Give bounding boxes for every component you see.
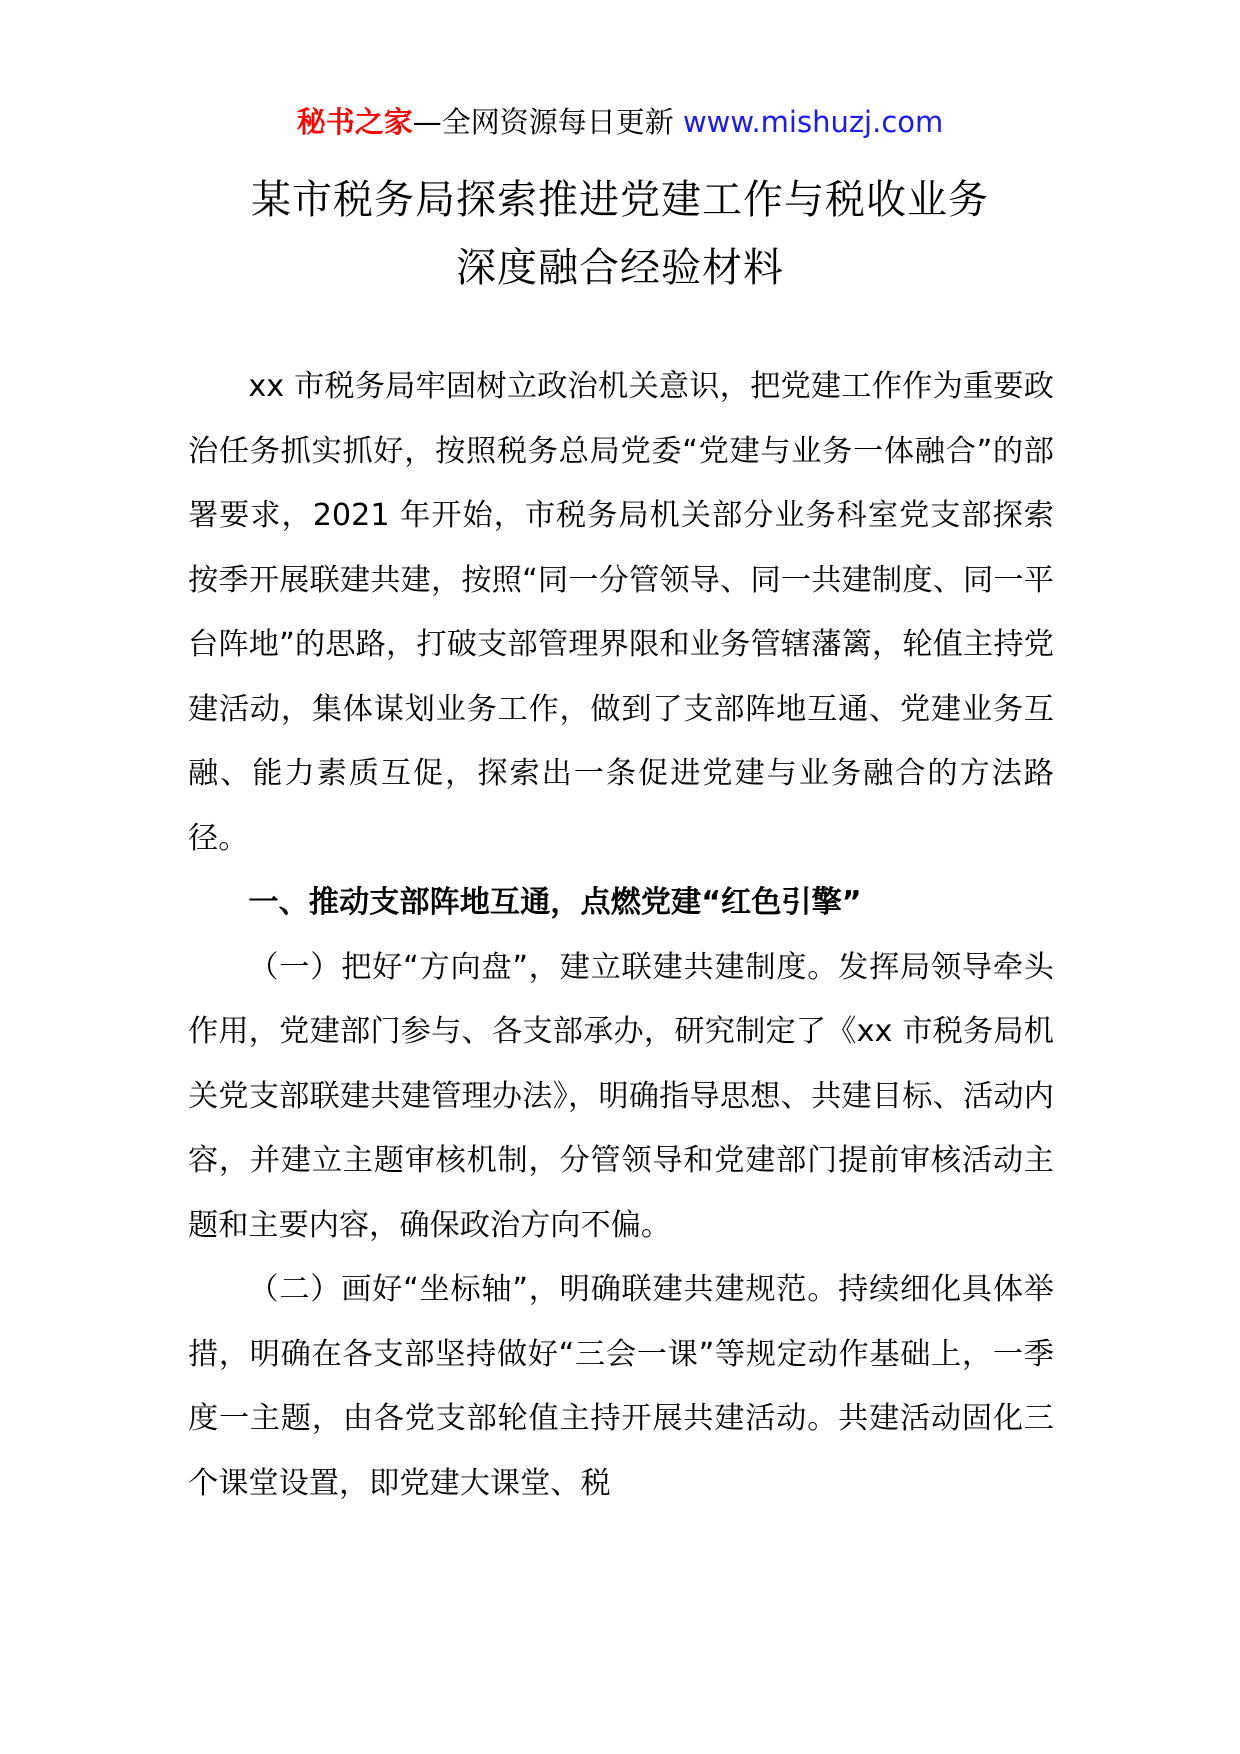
- document-title: [0, 166, 1240, 302]
- section-heading-1: 一、推动支部阵地互通，点燃党建“红色引擎”: [248, 885, 862, 920]
- title-line-2: 深度融合经验材料: [456, 245, 784, 291]
- subsection-paragraph-2: （二）画好“坐标轴”，明确联建共建规范。持续细化具体举措，明确在各支部坚持做好“三会一课”等规定动作基础上，一季度一主题，由各党支部轮值主持开展共建活动。共建活动固化三个课堂设置，即党建大课堂、税: [188, 1272, 1054, 1501]
- title-line-1: 某市税务局探索推进党建工作与税收业务: [251, 177, 989, 223]
- subsection-paragraph-1: （一）把好“方向盘”，建立联建共建制度。发挥局领导牵头作用，党建部门参与、各支部承办，研究制定了《xx 市税务局机关党支部联建共建管理办法》，明确指导思想、共建目标、活动内容，并建立主题审核机制，分管领导和党建部门提前审核活动主题和主要内容，确保政治方向不偏。: [188, 949, 1054, 1243]
- intro-paragraph: xx 市税务局牢固树立政治机关意识，把党建工作作为重要政治任务抓实抓好，按照税务总局党委“党建与业务一体融合”的部署要求，2021 年开始，市税务局机关部分业务科室党支部探索按季开展联建共建，按照“同一分管领导、同一共建制度、同一平台阵地”的思路，打破支部管理界限和业务管辖藩篱，轮值主持党建活动，集体谋划业务工作，做到了支部阵地互通、党建业务互融、能力素质互促，探索出一条促进党建与业务融合的方法路径。: [188, 369, 1054, 856]
- site-url-link[interactable]: www.mishuzj.com: [682, 105, 944, 139]
- document-body: [188, 355, 1054, 1516]
- site-brand: 秘书之家: [296, 105, 413, 139]
- site-banner: [0, 102, 1240, 142]
- site-slogan: —全网资源每日更新: [412, 105, 683, 139]
